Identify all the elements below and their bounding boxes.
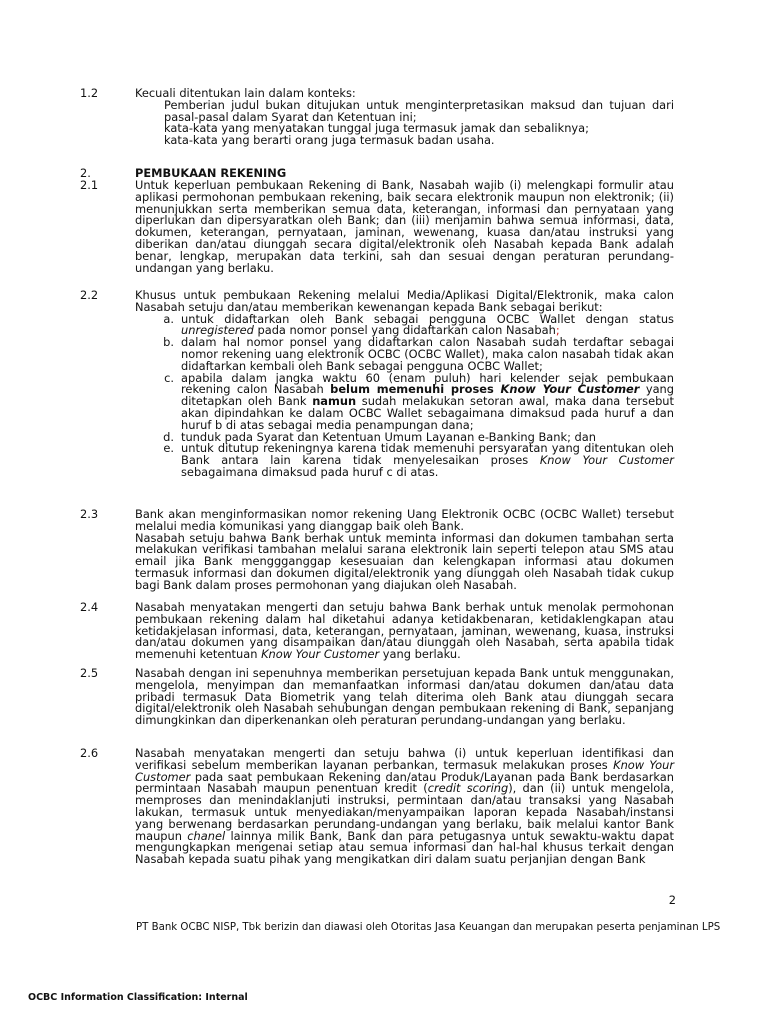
clause-text: Khusus untuk pembukaan Rekening melalui Media/Aplikasi Digital/Elektronik, maka calon Nasabah setuju dan/atau memberikan kewenangan kepada Bank sebagai berikut: bbox=[135, 288, 674, 314]
item-letter: a. bbox=[163, 311, 174, 326]
clause-2-1 bbox=[80, 180, 674, 274]
clause-2-6 bbox=[80, 748, 674, 866]
clause-paragraph: Bank akan menginformasikan nomor rekening Uang Elektronik OCBC (OCBC Wallet) tersebut melalui media komunikasi yang dianggap baik oleh Bank. bbox=[135, 507, 674, 533]
clause-2-4 bbox=[80, 602, 674, 661]
section-number: 2. bbox=[80, 166, 91, 180]
clause-number: 2.5 bbox=[80, 666, 99, 680]
section-title: PEMBUKAAN REKENING bbox=[135, 166, 287, 180]
sub-item-e: e. untuk ditutup rekeningnya karena tidak memenuhi persyaratan yang ditentukan oleh Bank antara lain karena tidak menyelesaikan proses Know Your Customer sebagaimana dimaksud pada huruf c di atas. bbox=[135, 443, 674, 478]
clause-number: 2.1 bbox=[80, 178, 99, 192]
clause-text: Untuk keperluan pembukaan Rekening di Bank, Nasabah wajib (i) melengkapi formulir atau aplikasi permohonan pembukaan rekening, baik secara elektronik maupun non elektronik; (ii) menunjukkan serta memberikan semua data, keterangan, informasi dan pernyataan yang diperlukan dan dipersyaratkan oleh Bank; dan (iii) menjamin bahwa semua informasi, data, dokumen, keterangan, pernyataan, jaminan, wewenang, kuasa dan/atau instruksi yang diberikan dan/atau diunggah secara digital/elektronik oleh Nasabah kepada Bank adalah benar, lengkap, merupakan data terkini, sah dan sesuai dengan peraturan perundang-undangan yang berlaku. bbox=[135, 178, 674, 275]
sub-item-c: c. apabila dalam jangka waktu 60 (enam puluh) hari kelender sejak pembukaan rekening calon Nasabah belum memenuhi proses Know Your Customer yang ditetapkan oleh Bank namun sudah melakukan setoran awal, maka dana tersebut akan dipindahkan ke dalam OCBC Wallet sebagaimana dimaksud pada huruf a dan huruf b di atas sebagai media penampungan dana; bbox=[135, 373, 674, 432]
sub-item-a: a. untuk didaftarkan oleh Bank sebagai pengguna OCBC Wallet dengan status unregistered pada nomor ponsel yang didaftarkan calon Nasabah; bbox=[135, 314, 674, 338]
sub-item-d: d. tunduk pada Syarat dan Ketentuan Umum Layanan e-Banking Bank; dan bbox=[135, 432, 674, 444]
section-1-2 bbox=[80, 88, 674, 147]
classification-label: OCBC Information Classification: Internal bbox=[28, 992, 248, 1003]
clause-2-5 bbox=[80, 668, 674, 727]
clause-2-2 bbox=[80, 290, 674, 479]
page-footer: PT Bank OCBC NISP, Tbk berizin dan diawasi oleh Otoritas Jasa Keuangan dan merupakan peserta penjaminan LPS bbox=[136, 922, 721, 933]
clause-text: Nasabah menyatakan mengerti dan setuju bahwa (i) untuk keperluan identifikasi dan verifikasi sebelum memberikan layanan perbankan, termasuk melakukan proses Know Your Customer pada saat pembukaan Rekening dan/atau Produk/Layanan pada Bank berdasarkan permintaan Nasabah maupun penentuan kredit (credit scoring), dan (ii) untuk mengelola, memproses dan menindaklanjuti instruksi, permintaan dan/atau transaksi yang Nasabah lakukan, termasuk untuk menyediakan/menyampaikan laporan kepada Nasabah/instansi yang berwenang berdasarkan perundang-undangan yang berlaku, baik melalui kantor Bank maupun chanel lainnya milik Bank, Bank dan para petugasnya untuk sewaktu-waktu dapat mengungkapkan mengenai setiap atau semua informasi dan hal-hal khusus terkait dengan Nasabah kepada suatu pihak yang mengikatkan diri dalam suatu perjanjian dengan Bank bbox=[135, 746, 674, 867]
list-item: Pemberian judul bukan ditujukan untuk menginterpretasikan maksud dan tujuan dari pasal-pasal dalam Syarat dan Ketentuan ini; bbox=[164, 97, 674, 124]
item-letter: d. bbox=[163, 429, 174, 444]
clause-number: 1.2 bbox=[80, 86, 99, 100]
clause-text: Nasabah menyatakan mengerti dan setuju bahwa Bank berhak untuk menolak permohonan pembukaan rekening dalam hal diketahui adanya ketidakbenaran, ketidaklengkapan atau ketidakjelasan informasi, data, keterangan, pernyataan, jaminan, wewenang, kuasa, instruksi dan/atau dokumen yang disampaikan dan/atau diunggah oleh Nasabah, serta apabila tidak memenuhi ketentuan Know Your Customer yang berlaku. bbox=[135, 600, 674, 662]
clause-text: Nasabah dengan ini sepenuhnya memberikan persetujuan kepada Bank untuk menggunakan, mengelola, menyimpan dan memanfaatkan informasi dan/atau dokumen dan/atau data pribadi termasuk Data Biometrik yang telah diterima oleh Bank atau diunggah secara digital/elektronik oleh Nasabah sehubungan dengan pembukaan rekening di Bank, sepanjang dimungkinkan dan diperkenankan oleh peraturan perundang-undangan yang berlaku. bbox=[135, 666, 674, 728]
clause-number: 2.2 bbox=[80, 288, 99, 302]
page-number: 2 bbox=[668, 893, 676, 907]
clause-paragraph: Nasabah setuju bahwa Bank berhak untuk meminta informasi dan dokumen tambahan serta melakukan verifikasi tambahan melalui sarana elektronik lain seperti telepon atau SMS atau email jika Bank menggganggap kesesuaian dan kelengkapan informasi atau dokumen termasuk informasi dan dokumen digital/elektronik yang diunggah oleh Nasabah tidak cukup bagi Bank dalam proses permohonan yang diajukan oleh Nasabah. bbox=[135, 530, 674, 592]
clause-2-3 bbox=[80, 509, 674, 592]
clause-number: 2.3 bbox=[80, 507, 99, 521]
clause-intro: Kecuali ditentukan lain dalam konteks: bbox=[135, 86, 356, 100]
clause-number: 2.4 bbox=[80, 600, 99, 614]
item-letter: b. bbox=[163, 335, 174, 350]
item-letter: e. bbox=[163, 441, 174, 456]
sub-item-b: b. dalam hal nomor ponsel yang didaftarkan calon Nasabah sudah terdaftar sebagai nomor rekening uang elektronik OCBC (OCBC Wallet), maka calon nasabah tidak akan didaftarkan kembali oleh Bank sebagai pengguna OCBC Wallet; bbox=[135, 337, 674, 372]
clause-number: 2.6 bbox=[80, 746, 99, 760]
item-letter: c. bbox=[164, 370, 174, 385]
list-item: kata-kata yang menyatakan tunggal juga termasuk jamak dan sebaliknya; bbox=[164, 121, 589, 136]
list-item: kata-kata yang berarti orang juga termasuk badan usaha. bbox=[164, 133, 495, 148]
